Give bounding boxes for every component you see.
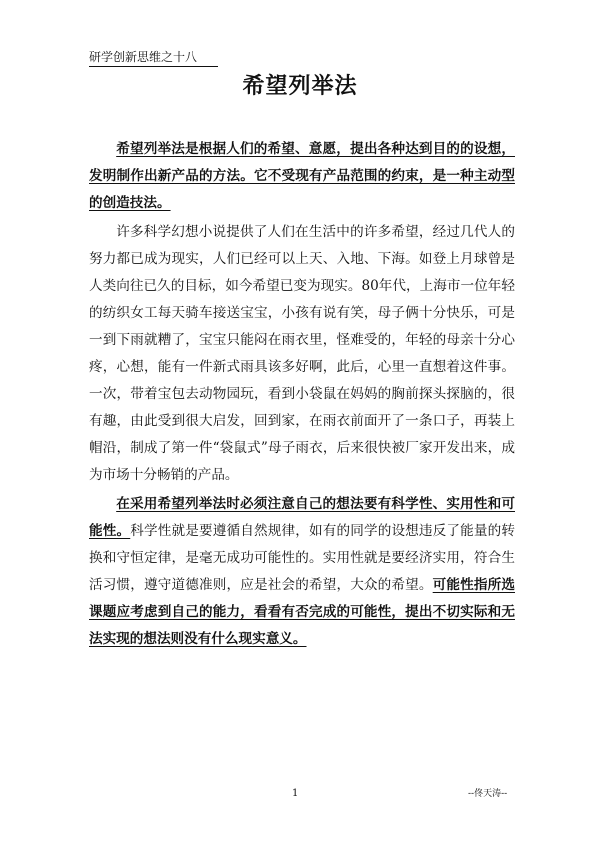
paragraph-requirements [89, 491, 515, 653]
page-number: 1 [292, 788, 299, 799]
series-header: 研学创新思维之十八 [89, 49, 218, 67]
author-signature: --佟天涛-- [468, 789, 508, 799]
paragraph-definition [89, 136, 515, 217]
paragraph-example: 许多科学幻想小说提供了人们在生活中的许多希望，经过几代人的努力都已成为现实，人们已经可以上天、入地、下海。如登上月球曾是人类向往已久的目标，如今希望已变为现实。80年代，上海市一位年轻的纺织女工每天骑车接送宝宝，小孩有说有笑，母子俩十分快乐，可是一到下雨就糟了，宝宝只能闷在雨衣里，怪难受的，年轻的母亲十分心疼，心想，能有一件新式雨具该多好啊，此后，心里一直想着这件事。一次，带着宝包去动物园玩，看到小袋鼠在妈妈的胸前探头探脑的，很有趣，由此受到很大启发，回到家，在雨衣前面开了一条口子，再装上帽沿，制成了第一件“袋鼠式”母子雨衣，后来很快被厂家开发出来，成为市场十分畅销的产品。 [89, 224, 515, 483]
requirements-emphasis: 在采用希望列举法时必须注意自己的想法要有科学性、实用性和可能性。 [89, 496, 515, 539]
requirements-text: 科学性就是要遵循自然规律，如有的同学的设想违反了能量的转换和守恒定律，是毫无成功可能性的。实用性就是要经济实用，符合生活习惯，遵守道德准则，应是社会的希望，大众的希望。 [89, 523, 516, 593]
feasibility-emphasis: 可能性指所选课题应考虑到自己的能力，看看有否完成的可能性，提出不切实际和无法实现的想法则没有什么现实意义。 [89, 577, 515, 647]
article-body [89, 136, 515, 655]
definition-emphasis: 希望列举法是根据人们的希望、意愿，提出各种达到目的的设想，发明制作出新产品的方法。它不受现有产品范围的约束，是一种主动型的创造技法。 [89, 141, 515, 211]
page-title: 希望列举法 [242, 74, 358, 99]
